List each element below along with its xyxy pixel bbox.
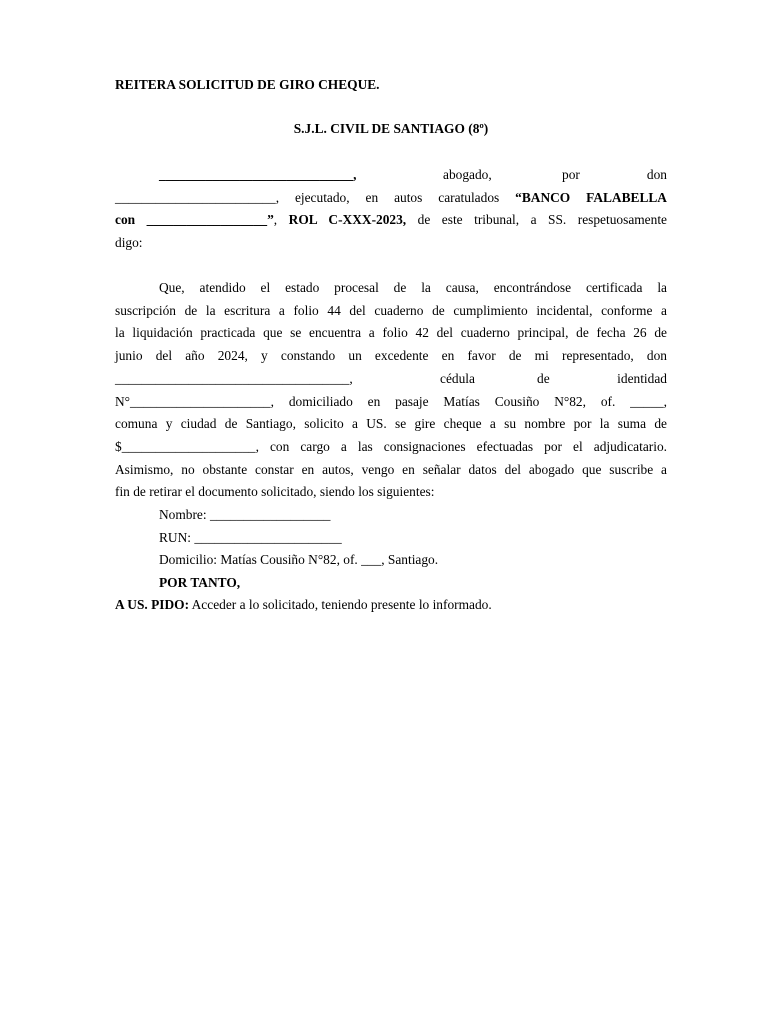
intro-line-4: digo:	[115, 235, 143, 250]
intro-word-por: por	[562, 167, 580, 182]
body-line-9: Asimismo, no obstante constar en autos, vengo en señalar datos del abogado que suscribe a	[115, 462, 667, 477]
document-title: REITERA SOLICITUD DE GIRO CHEQUE.	[115, 77, 380, 92]
petition-label: A US. PIDO:	[115, 597, 190, 612]
intro-word-abogado: abogado,	[443, 167, 492, 182]
word-identidad: identidad	[617, 371, 667, 386]
por-tanto: POR TANTO,	[159, 575, 241, 590]
case-title-end: con __________________”	[115, 212, 274, 227]
word-de: de	[537, 371, 550, 386]
case-title-start: “BANCO FALABELLA	[515, 190, 667, 205]
petition-text: Acceder a lo solicitado, teniendo presente lo informado.	[191, 597, 492, 612]
intro-line-3	[115, 209, 667, 231]
body-line-4: junio del año 2024, y constando un excedente en favor de mi representado, don	[115, 348, 667, 363]
case-rol: ROL C-XXX-2023,	[288, 212, 407, 227]
court-heading: S.J.L. CIVIL DE SANTIAGO (8º)	[293, 121, 489, 136]
field-domicilio: Domicilio: Matías Cousiño N°82, of. ___, Santiago.	[159, 552, 439, 567]
intro-word-don: don	[646, 167, 667, 182]
field-run: RUN: ______________________	[159, 530, 342, 545]
body-line-7: comuna y ciudad de Santiago, solicito a US. se gire cheque a su nombre por la suma de	[115, 416, 667, 431]
petition-line	[115, 594, 667, 616]
body-line-3: la liquidación practicada que se encuentra a folio 42 del cuaderno principal, de fecha 26 de	[115, 325, 667, 340]
intro-line-2	[115, 187, 667, 209]
field-nombre: Nombre: __________________	[159, 507, 331, 522]
lawyer-name-blank: _____________________________,	[159, 167, 357, 182]
intro-line-2-text: ________________________, ejecutado, en autos caratulados	[115, 190, 500, 205]
body-line-5	[115, 368, 667, 390]
body-line-10: fin de retirar el documento solicitado, siendo los siguientes:	[115, 484, 435, 499]
body-line-8: $____________________, con cargo a las consignaciones efectuadas por el adjudicatario.	[115, 439, 667, 454]
beneficiary-name-blank: ___________________________________,	[115, 371, 353, 386]
intro-line-1	[115, 164, 667, 186]
word-cedula: cédula	[440, 371, 475, 386]
case-separator: ,	[273, 212, 278, 227]
body-line-6: N°_____________________, domiciliado en pasaje Matías Cousiño N°82, of. _____,	[115, 394, 667, 409]
intro-line-3-text: de este tribunal, a SS. respetuosamente	[417, 212, 667, 227]
body-line-1: Que, atendido el estado procesal de la causa, encontrándose certificada la	[159, 280, 667, 295]
body-line-2: suscripción de la escritura a folio 44 del cuaderno de cumplimiento incidental, conforme a	[115, 303, 667, 318]
